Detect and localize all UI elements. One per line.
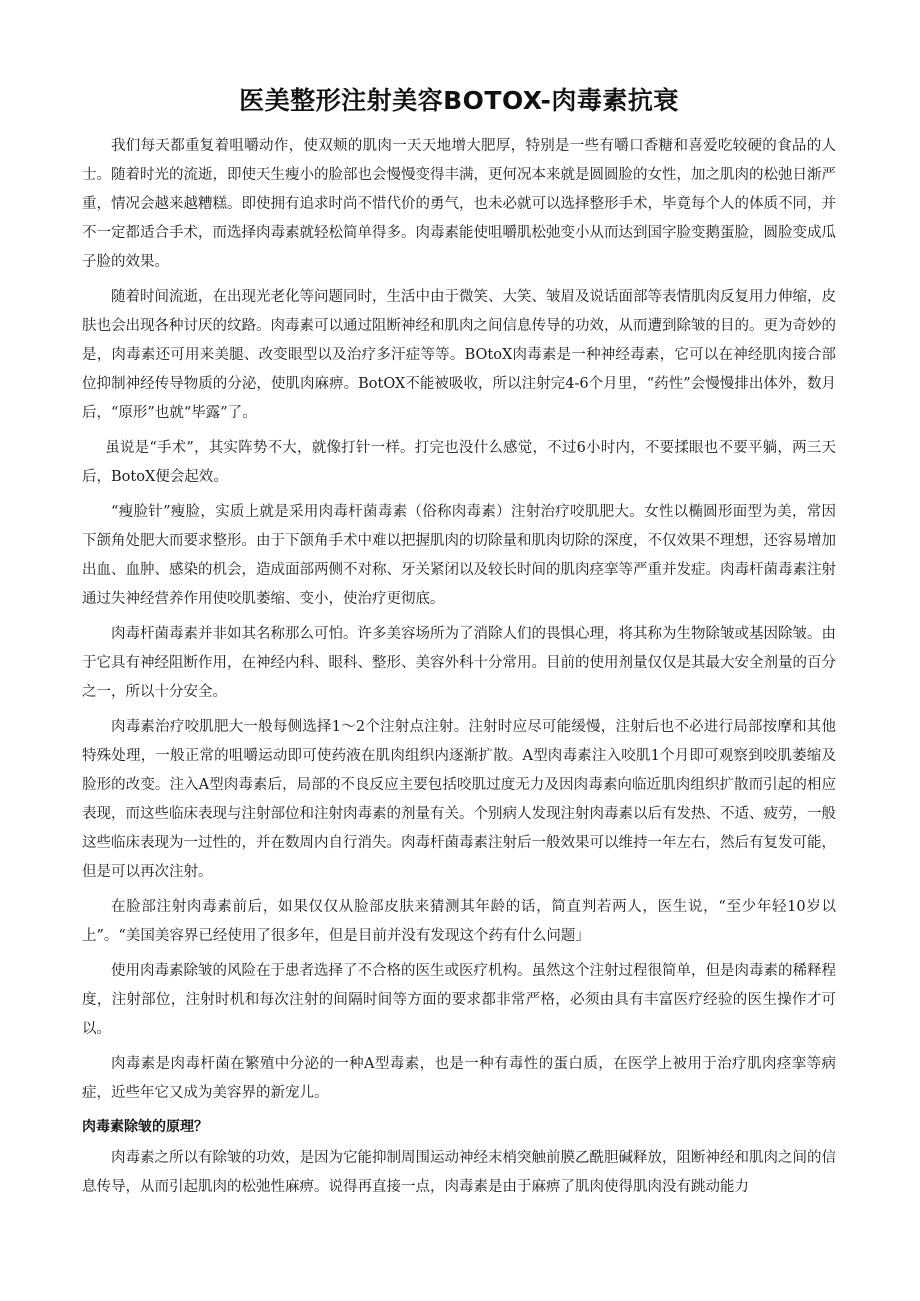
paragraph-9: 肉毒素是肉毒杆菌在繁殖中分泌的一种A型毒素，也是一种有毒性的蛋白质，在医学上被用于治疗肌肉痉挛等病症，近些年它又成为美容界的新宠儿。 (82, 1056, 836, 1101)
paragraph-4: “瘦脸针”瘦脸，实质上就是采用肉毒杆菌毒素（俗称肉毒素）注射治疗咬肌肥大。女性以椭圆形面型为美，常因下颌角处肥大而要求整形。由于下颌角手术中难以把握肌肉的切除量和肌肉切除的深度，不仅效果不理想，还容易增加出血、血肿、感染的机会，造成面部两侧不对称、牙关紧闭以及较长时间的肌肉痉挛等严重并发症。肉毒杆菌毒素注射通过失神经营养作用使咬肌萎缩、变小，使治疗更彻底。 (82, 504, 836, 607)
paragraph-5: 肉毒杆菌毒素并非如其名称那么可怕。许多美容场所为了消除人们的畏惧心理，将其称为生物除皱或基因除皱。由于它具有神经阻断作用，在神经内科、眼科、整形、美容外科十分常用。目前的使用剂量仅仅是其最大安全剂量的百分之一，所以十分安全。 (82, 626, 836, 700)
paragraph-8: 使用肉毒素除皱的风险在于患者选择了不合格的医生或医疗机构。虽然这个注射过程很简单，但是肉毒素的稀释程度，注射部位，注射时机和每次注射的间隔时间等方面的要求都非常严格，必须由具有丰富医疗经验的医生操作才可以。 (82, 963, 836, 1037)
paragraph-7: 在脸部注射肉毒素前后，如果仅仅从脸部皮肤来猜测其年龄的话，简直判若两人，医生说，“至少年轻10岁以上”。“美国美容界已经使用了很多年，但是目前并没有发现这个药有什么问题」 (82, 899, 836, 944)
paragraph-1: 我们每天都重复着咀嚼动作，使双颊的肌肉一天天地增大肥厚，特别是一些有嚼口香糖和喜爱吃较硬的食品的人士。随着时光的流逝，即使天生瘦小的脸部也会慢慢变得丰满，更何况本来就是圆圆脸的女性，加之肌肉的松弛日渐严重，情况会越来越糟糕。即使拥有追求时尚不惜代价的勇气，也未必就可以选择整形手术，毕竟每个人的体质不同，并不一定都适合手术，而选择肉毒素就轻松简单得多。肉毒素能使咀嚼肌松弛变小从而达到国字脸变鹅蛋脸，圆脸变成瓜子脸的效果。 (82, 138, 836, 270)
section-heading: 肉毒素除皱的原理？ (82, 1119, 208, 1135)
section-paragraph-1: 肉毒素之所以有除皱的功效，是因为它能抑制周围运动神经末梢突触前膜乙酰胆碱释放，阻断神经和肌肉之间的信息传导，从而引起肌肉的松弛性麻痹。说得再直接一点，肉毒素是由于麻痹了肌肉使得肌肉没有跳动能力 (82, 1150, 836, 1195)
paragraph-3: 虽说是“手术”，其实阵势不大，就像打针一样。打完也没什么感觉，不过6小时内，不要揉眼也不要平躺，两三天后，BotoX便会起效。 (82, 440, 836, 485)
document-title: 医美整形注射美容BOTOX-肉毒素抗衰 (239, 86, 679, 115)
paragraph-6: 肉毒素治疗咬肌肥大一般每侧选择1～2个注射点注射。注射时应尽可能缓慢，注射后也不必进行局部按摩和其他特殊处理，一般正常的咀嚼运动即可使药液在肌肉组织内逐渐扩散。A型肉毒素注入咬肌1个月即可观察到咬肌萎缩及脸形的改变。注入A型肉毒素后，局部的不良反应主要包括咬肌过度无力及因肉毒素向临近肌肉组织扩散而引起的相应表现，而这些临床表现与注射部位和注射肉毒素的剂量有关。个别病人发现注射肉毒素以后有发热、不适、疲劳，一般这些临床表现为一过性的，并在数周内自行消失。肉毒杆菌毒素注射后一般效果可以维持一年左右，然后有复发可能，但是可以再次注射。 (82, 719, 836, 880)
paragraph-2: 随着时间流逝，在出现光老化等问题同时，生活中由于微笑、大笑、皱眉及说话面部等表情肌肉反复用力伸缩，皮肤也会出现各种讨厌的纹路。肉毒素可以通过阻断神经和肌肉之间信息传导的功效，从而遭到除皱的目的。更为奇妙的是，肉毒素还可用来美腿、改变眼型以及治疗多汗症等等。BOtoX肉毒素是一种神经毒素，它可以在神经肌肉接合部位抑制神经传导物质的分泌，使肌肉麻痹。BotOX不能被吸收，所以注射完4-6个月里，“药性”会慢慢排出体外，数月后，“原形”也就“毕露”了。 (82, 289, 836, 421)
